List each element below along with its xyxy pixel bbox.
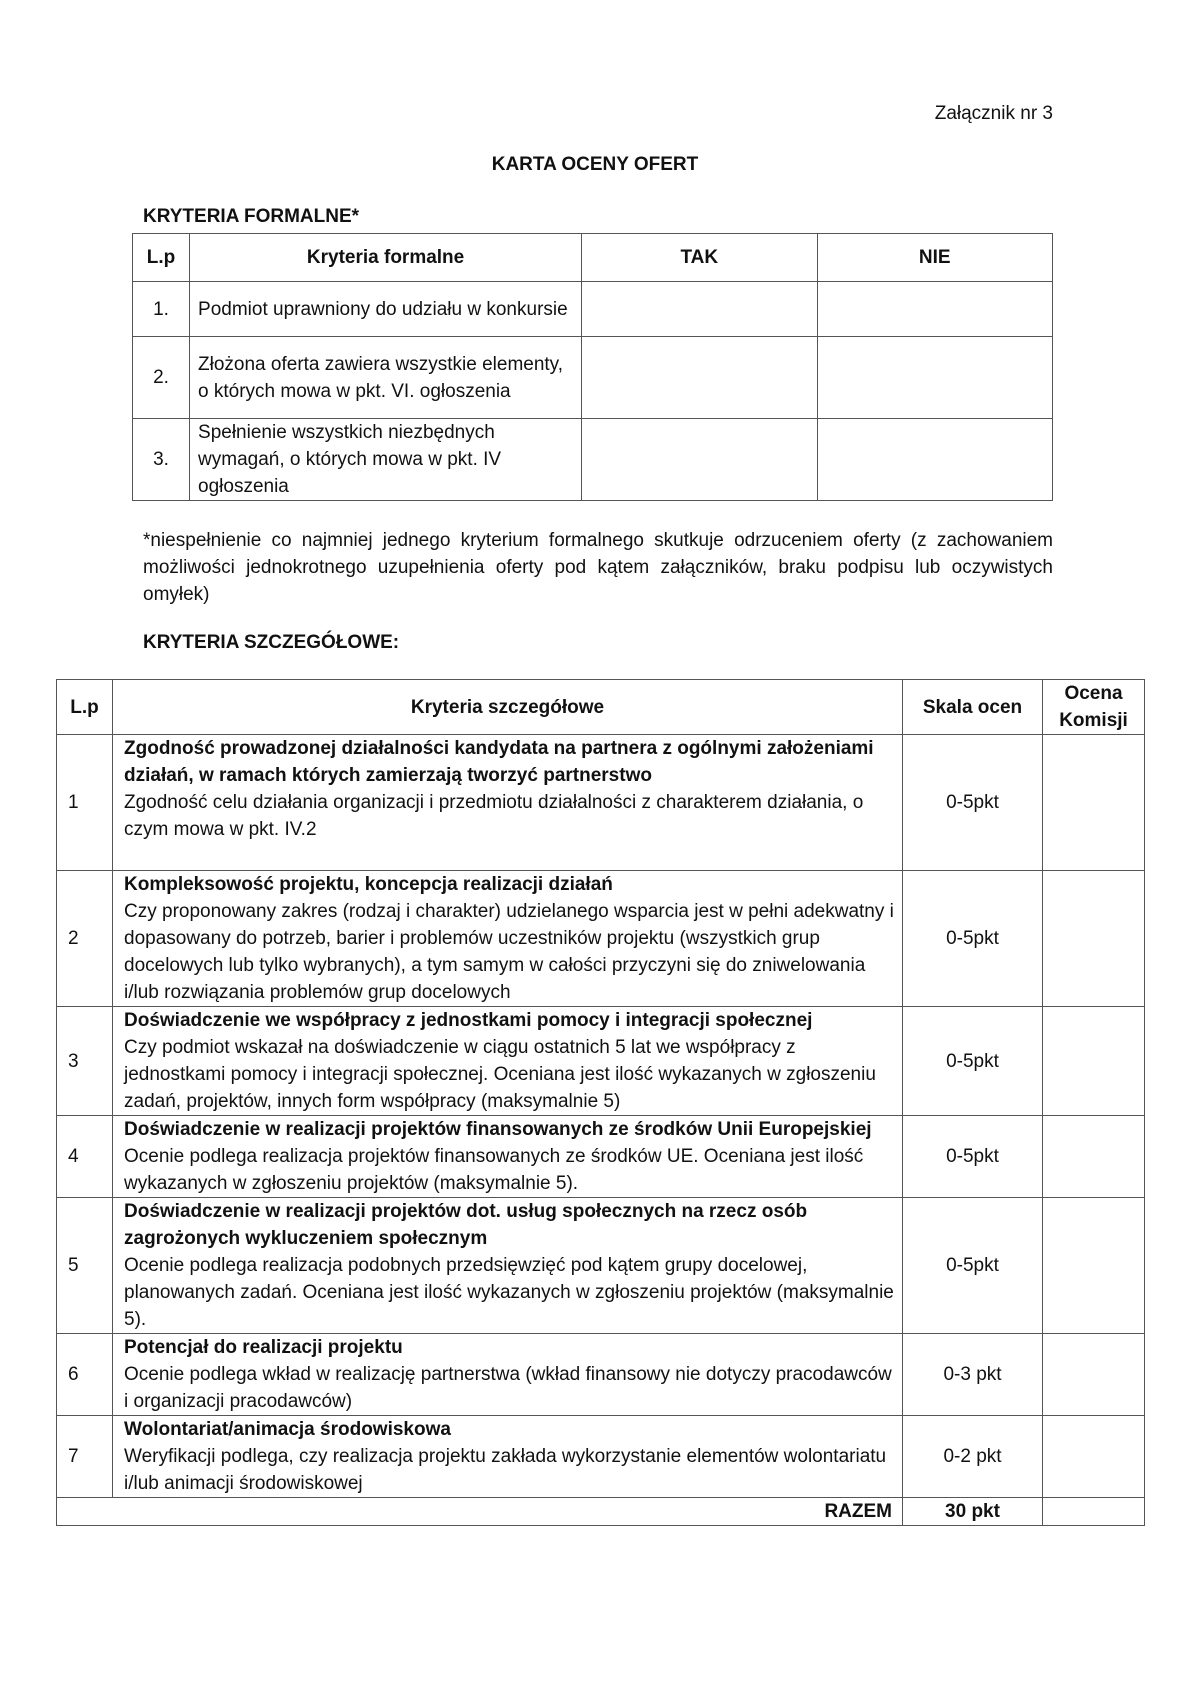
row-number: 1. xyxy=(133,282,190,337)
commission-score-cell[interactable] xyxy=(1043,1116,1145,1198)
row-number: 3. xyxy=(133,419,190,501)
header-lp: L.p xyxy=(133,234,190,282)
header-lp: L.p xyxy=(57,680,113,735)
table-row xyxy=(57,1416,1145,1498)
criterion-cell xyxy=(113,1416,903,1498)
annex-label: Załącznik nr 3 xyxy=(934,103,1053,124)
detailed-criteria-heading: KRYTERIA SZCZEGÓŁOWE: xyxy=(143,632,400,653)
commission-score-cell[interactable] xyxy=(1043,1198,1145,1334)
table-row xyxy=(57,735,1145,871)
table-row xyxy=(57,1116,1145,1198)
no-cell[interactable] xyxy=(817,337,1052,419)
score-scale: 0-5pkt xyxy=(903,735,1043,871)
total-commission-cell[interactable] xyxy=(1043,1498,1145,1526)
total-value: 30 pkt xyxy=(903,1498,1043,1526)
criterion-title: Potencjał do realizacji projektu xyxy=(124,1337,403,1358)
score-scale: 0-3 pkt xyxy=(903,1334,1043,1416)
header-commission-line2: Komisji xyxy=(1059,710,1128,731)
criterion-title: Zgodność prowadzonej działalności kandydata na partnera z ogólnymi założeniami działań, w ramach których zamierzają tworzyć partnerstwo xyxy=(124,738,874,786)
header-detailed-criteria: Kryteria szczegółowe xyxy=(113,680,903,735)
yes-cell[interactable] xyxy=(582,337,817,419)
table-row xyxy=(133,419,1053,501)
detail-table-header xyxy=(57,680,1145,735)
yes-cell[interactable] xyxy=(582,282,817,337)
table-row xyxy=(57,871,1145,1007)
criterion-title: Wolontariat/animacja środowiskowa xyxy=(124,1419,451,1440)
criterion-text: Złożona oferta zawiera wszystkie elementy, o których mowa w pkt. VI. ogłoszenia xyxy=(190,337,582,419)
header-scale: Skala ocen xyxy=(903,680,1043,735)
table-row xyxy=(57,1334,1145,1416)
table-row xyxy=(57,1007,1145,1116)
formal-criteria-heading: KRYTERIA FORMALNE* xyxy=(143,206,360,227)
formal-criteria-footnote: *niespełnienie co najmniej jednego kryterium formalnego skutkuje odrzuceniem oferty (z zachowaniem możliwości jednokrotnego uzupełnienia oferty pod kątem załączników, braku podpisu lub oczywistych omyłek) xyxy=(143,530,1053,605)
table-row xyxy=(133,282,1053,337)
criterion-cell xyxy=(113,1198,903,1334)
criterion-title: Doświadczenie we współpracy z jednostkami pomocy i integracji społecznej xyxy=(124,1010,813,1031)
header-commission-score xyxy=(1043,680,1145,735)
table-row xyxy=(133,337,1053,419)
score-scale: 0-5pkt xyxy=(903,1198,1043,1334)
commission-score-cell[interactable] xyxy=(1043,1416,1145,1498)
row-number: 2 xyxy=(57,871,113,1007)
header-commission-line1: Ocena xyxy=(1064,683,1123,704)
criterion-description: Czy podmiot wskazał na doświadczenie w ciągu ostatnich 5 lat we współpracy z jednostkami pomocy i integracji społecznej. Oceniana jest ilość wykazanych w zgłoszeniu zadań, projektów, innych form współpracy (maksymalnie 5) xyxy=(124,1037,876,1112)
criterion-description: Zgodność celu działania organizacji i przedmiotu działalności z charakterem działania, o czym mowa w pkt. IV.2 xyxy=(124,792,864,840)
no-cell[interactable] xyxy=(817,419,1052,501)
row-number: 3 xyxy=(57,1007,113,1116)
detailed-criteria-table xyxy=(56,679,1145,1526)
row-number: 6 xyxy=(57,1334,113,1416)
criterion-cell xyxy=(113,1007,903,1116)
criterion-description: Ocenie podlega realizacja podobnych przedsięwzięć pod kątem grupy docelowej, planowanych zadań. Oceniana jest ilość wykazanych w zgłoszeniu projektów (maksymalnie 5). xyxy=(124,1255,894,1330)
criterion-description: Ocenie podlega realizacja projektów finansowanych ze środków UE. Oceniana jest ilość wykazanych w zgłoszeniu projektów (maksymalnie 5). xyxy=(124,1146,864,1194)
total-label: RAZEM xyxy=(57,1498,903,1526)
header-formal-criteria: Kryteria formalne xyxy=(190,234,582,282)
row-number: 4 xyxy=(57,1116,113,1198)
yes-cell[interactable] xyxy=(582,419,817,501)
criterion-cell xyxy=(113,735,903,871)
criterion-description: Ocenie podlega wkład w realizację partnerstwa (wkład finansowy nie dotyczy pracodawców i organizacji pracodawców) xyxy=(124,1364,892,1412)
page-title: KARTA OCENY OFERT xyxy=(491,154,699,175)
commission-score-cell[interactable] xyxy=(1043,1334,1145,1416)
formal-criteria-table xyxy=(132,233,1053,501)
commission-score-cell[interactable] xyxy=(1043,1007,1145,1116)
criterion-text: Podmiot uprawniony do udziału w konkursie xyxy=(190,282,582,337)
score-scale: 0-5pkt xyxy=(903,871,1043,1007)
criterion-cell xyxy=(113,1116,903,1198)
criterion-cell xyxy=(113,871,903,1007)
row-number: 2. xyxy=(133,337,190,419)
commission-score-cell[interactable] xyxy=(1043,735,1145,871)
score-scale: 0-5pkt xyxy=(903,1007,1043,1116)
score-scale: 0-5pkt xyxy=(903,1116,1043,1198)
criterion-description: Czy proponowany zakres (rodzaj i charakter) udzielanego wsparcia jest w pełni adekwatny i dopasowany do potrzeb, barier i problemów uczestników projektu (wszystkich grup docelowych lub tylko wybranych), a tym samym w całości przyczyni się do zniwelowania i/lub rozwiązania problemów grup docelowych xyxy=(124,901,894,1003)
commission-score-cell[interactable] xyxy=(1043,871,1145,1007)
criterion-description: Weryfikacji podlega, czy realizacja projektu zakłada wykorzystanie elementów wolontariatu i/lub animacji środowiskowej xyxy=(124,1446,887,1494)
no-cell[interactable] xyxy=(817,282,1052,337)
criterion-text: Spełnienie wszystkich niezbędnych wymagań, o których mowa w pkt. IV ogłoszenia xyxy=(190,419,582,501)
score-scale: 0-2 pkt xyxy=(903,1416,1043,1498)
table-row xyxy=(57,1198,1145,1334)
total-row xyxy=(57,1498,1145,1526)
criterion-cell xyxy=(113,1334,903,1416)
header-no: NIE xyxy=(817,234,1052,282)
row-number: 5 xyxy=(57,1198,113,1334)
row-number: 7 xyxy=(57,1416,113,1498)
criterion-title: Kompleksowość projektu, koncepcja realizacji działań xyxy=(124,874,613,895)
criterion-title: Doświadczenie w realizacji projektów finansowanych ze środków Unii Europejskiej xyxy=(124,1119,872,1140)
criterion-title: Doświadczenie w realizacji projektów dot. usług społecznych na rzecz osób zagrożonych wykluczeniem społecznym xyxy=(124,1201,808,1249)
header-yes: TAK xyxy=(582,234,817,282)
row-number: 1 xyxy=(57,735,113,871)
formal-table-header xyxy=(133,234,1053,282)
